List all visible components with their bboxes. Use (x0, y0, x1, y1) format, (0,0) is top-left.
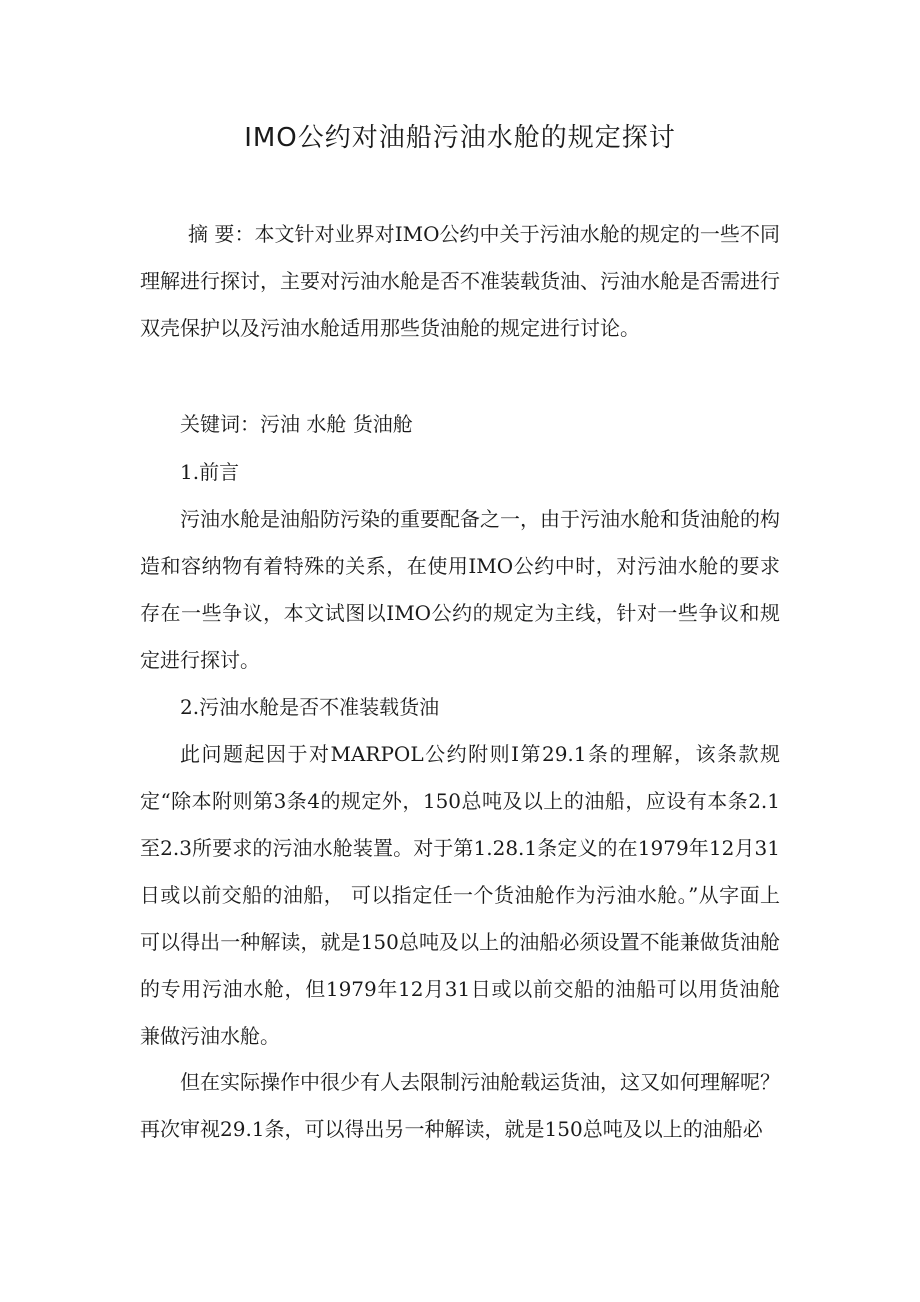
abstract-paragraph: 摘 要：本文针对业界对IMO公约中关于污油水舱的规定的一些不同理解进行探讨，主要对污油水舱是否不准装载货油、污油水舱是否需进行双壳保护以及污油水舱适用那些货油舱的规定进行讨论。 (140, 222, 780, 340)
section-1-heading: 1.前言 (180, 460, 240, 484)
keywords-line: 关键词：污油 水舱 货油舱 (180, 412, 413, 436)
section-2-paragraph-1: 此问题起因于对MARPOL公约附则I第29.1条的理解，该条款规定“除本附则第3条4的规定外，150总吨及以上的油船，应设有本条2.1至2.3所要求的污油水舱装置。对于第1.28.1条定义的在1979年12月31日或以前交船的油船， 可以指定任一个货油舱作为污油水舱。”从字面上可以得出一种解读，就是150总吨及以上的油船必须设置不能兼做货油舱的专用污油水舱，但1979年12月31日或以前交船的油船可以用货油舱兼做污油水舱。 (140, 742, 780, 1048)
section-2-heading: 2.污油水舱是否不准装载货油 (180, 695, 440, 719)
document-title: IMO公约对油船污油水舱的规定探讨 (244, 123, 676, 153)
section-1-paragraph: 污油水舱是油船防污染的重要配备之一，由于污油水舱和货油舱的构造和容纳物有着特殊的关系，在使用IMO公约中时，对污油水舱的要求存在一些争议，本文试图以IMO公约的规定为主线，针对一些争议和规定进行探讨。 (140, 507, 780, 672)
section-2-paragraph-2: 但在实际操作中很少有人去限制污油舱载运货油，这又如何理解呢？再次审视29.1条，可以得出另一种解读，就是150总吨及以上的油船必 (140, 1070, 780, 1141)
